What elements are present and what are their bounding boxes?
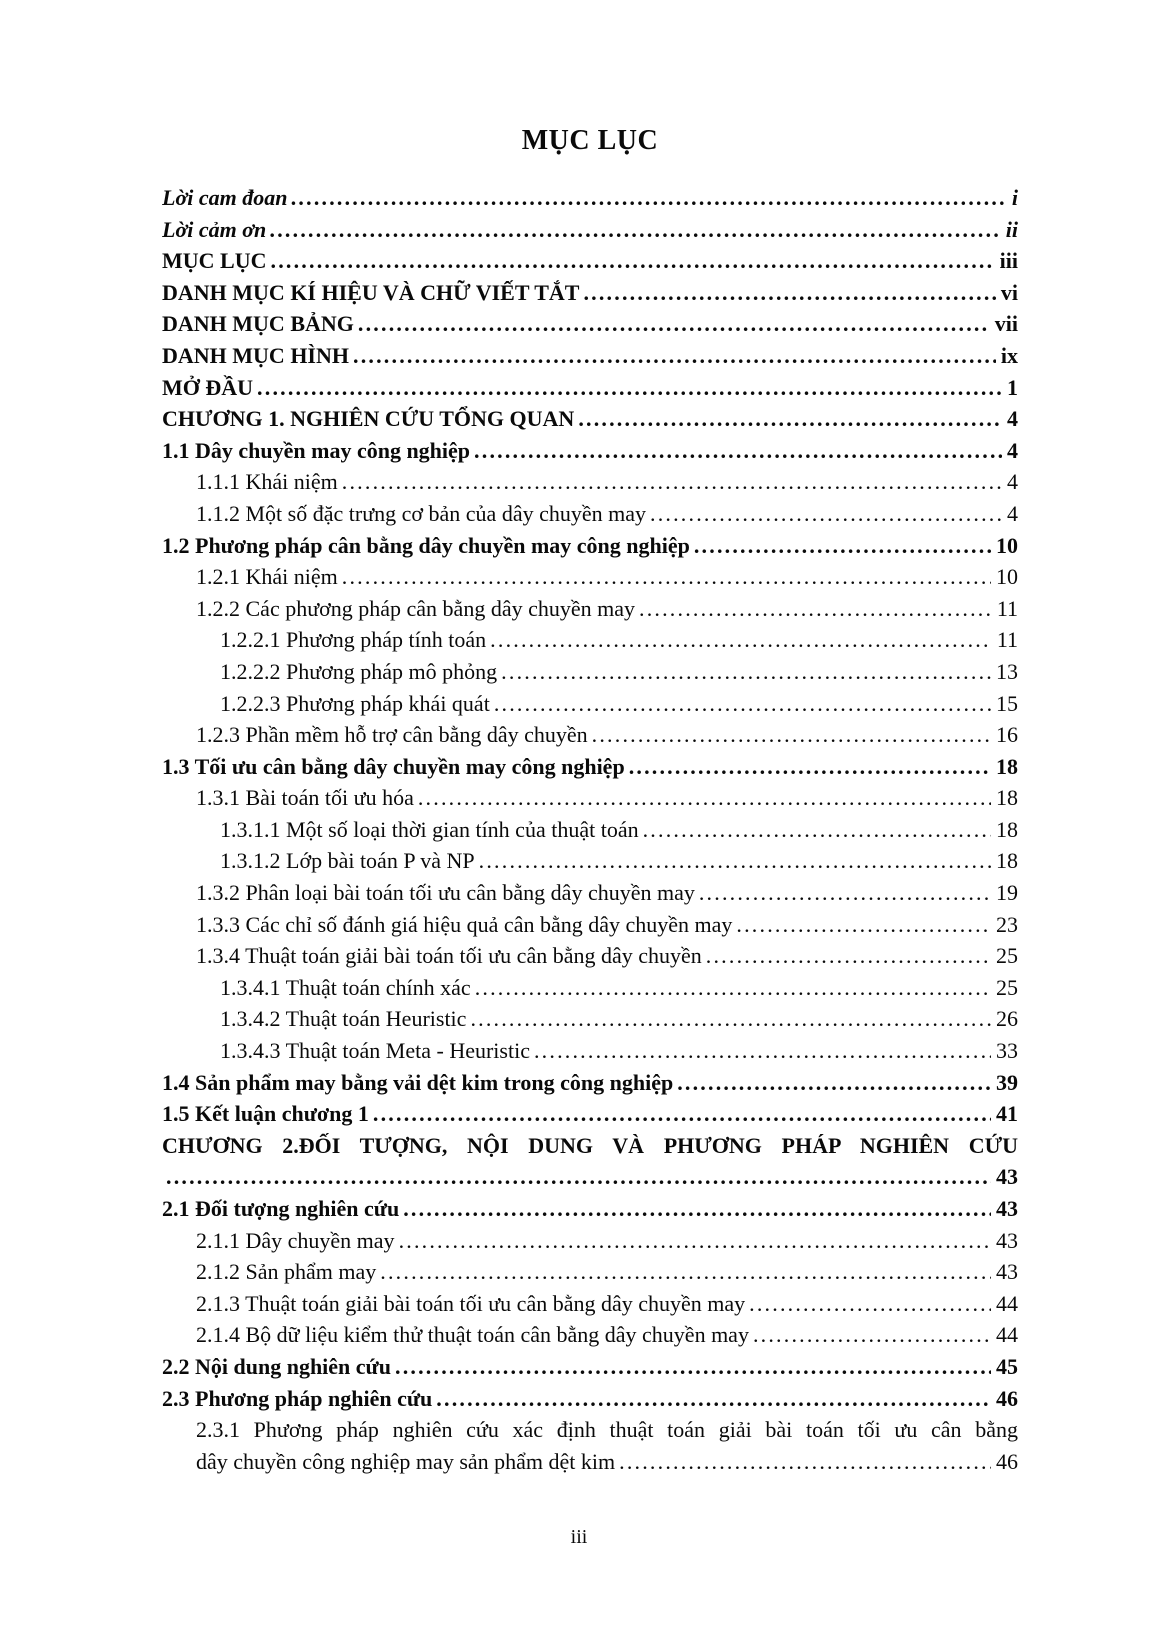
dot-leader — [578, 403, 1002, 435]
toc-entry-page: iii — [999, 248, 1018, 274]
toc-entry-page: 4 — [1007, 406, 1018, 432]
toc-entry-page: i — [1011, 185, 1018, 210]
dot-leader — [257, 372, 1002, 404]
dot-leader — [706, 940, 991, 972]
page-title: MỤC LỤC — [521, 125, 659, 156]
toc-entry — [162, 1193, 1018, 1225]
toc-entry-label: 1.5 Kết luận chương 1 — [162, 1101, 369, 1127]
toc-entry — [162, 877, 1018, 909]
toc-entry — [162, 308, 1018, 340]
toc-entry-label: 1.2.2.3 Phương pháp khái quát — [220, 690, 490, 716]
toc-entry — [162, 403, 1018, 435]
dot-leader — [643, 814, 991, 846]
dot-leader — [271, 245, 995, 277]
dot-leader — [534, 1035, 991, 1067]
toc-entry-label: 1.4 Sản phẩm may bằng vải dệt kim trong công nghiệp — [162, 1069, 674, 1095]
toc-entry-page: 15 — [996, 690, 1018, 716]
dot-leader — [494, 688, 991, 720]
toc-entry — [162, 1383, 1018, 1415]
toc-entry — [162, 498, 1018, 530]
toc-entry-page: 11 — [996, 627, 1018, 653]
toc-entry-page: 23 — [996, 911, 1018, 937]
toc-entry-page: 46 — [996, 1448, 1018, 1474]
toc-entry-label: 1.3.1.1 Một số loại thời gian tính của thuật toán — [220, 816, 639, 842]
toc-entry — [162, 466, 1018, 498]
toc-entry-page: 11 — [996, 595, 1018, 621]
dot-leader — [474, 435, 1002, 467]
dot-leader — [403, 1193, 991, 1225]
dot-leader — [650, 498, 1002, 530]
toc-entry — [162, 845, 1018, 877]
toc-entry-page: 18 — [996, 785, 1018, 811]
toc-entry-page: 10 — [996, 532, 1018, 558]
toc-entry — [162, 214, 1018, 246]
toc-entry-label: 2.3.1 Phương pháp nghiên cứu xác định thuật toán giải bài toán tối ưu cân bằng — [196, 1417, 1018, 1443]
toc-entry-page: 4 — [1007, 469, 1018, 495]
toc-entry-label: 2.1.1 Dây chuyền may — [196, 1227, 395, 1253]
dot-leader — [501, 656, 991, 688]
toc-entry — [162, 340, 1018, 372]
toc-entry — [162, 1319, 1018, 1351]
toc-entry-page: 1 — [1007, 374, 1018, 400]
toc-entry — [162, 561, 1018, 593]
toc-entry-page: 46 — [996, 1385, 1018, 1411]
dot-leader — [380, 1256, 991, 1288]
dot-leader — [479, 845, 991, 877]
toc-entry-label: 1.3.4.1 Thuật toán chính xác — [220, 974, 471, 1000]
toc-entry-label: 1.3.3 Các chỉ số đánh giá hiệu quả cân bằng dây chuyền may — [196, 911, 733, 937]
toc-entry — [162, 593, 1018, 625]
toc-entry-label: 2.2 Nội dung nghiên cứu — [162, 1353, 391, 1379]
toc-entry — [162, 940, 1018, 972]
toc-entry-label: 1.1.1 Khái niệm — [196, 469, 338, 495]
toc-entry-page: 4 — [1007, 500, 1018, 526]
toc-entry-label: 1.3 Tối ưu cân bằng dây chuyền may công nghiệp — [162, 753, 625, 779]
toc-entry-label: 1.1.2 Một số đặc trưng cơ bản của dây chuyền may — [196, 500, 646, 526]
toc-entry — [162, 435, 1018, 467]
toc-entry-page: 43 — [996, 1259, 1018, 1285]
toc-entry-label: 2.1.4 Bộ dữ liệu kiểm thử thuật toán cân bằng dây chuyền may — [196, 1322, 749, 1348]
toc-entry — [162, 1067, 1018, 1099]
dot-leader — [619, 1446, 991, 1478]
dot-leader — [677, 1067, 991, 1099]
dot-leader — [373, 1098, 991, 1130]
toc-entry — [162, 530, 1018, 562]
toc-entry-label: 1.3.4 Thuật toán giải bài toán tối ưu cân bằng dây chuyền — [196, 943, 702, 969]
toc-entry-page: ix — [1000, 342, 1018, 368]
toc-entry — [162, 277, 1018, 309]
toc-entry — [162, 656, 1018, 688]
toc-entry-label: 1.3.1 Bài toán tối ưu hóa — [196, 785, 414, 811]
dot-leader — [749, 1288, 991, 1320]
toc-entry-page: 43 — [996, 1164, 1018, 1190]
dot-leader — [418, 782, 991, 814]
dot-leader — [583, 277, 995, 309]
toc-entry-label: 2.1 Đối tượng nghiên cứu — [162, 1196, 400, 1221]
toc-entry — [162, 1351, 1018, 1383]
toc-entry-page: 39 — [996, 1069, 1018, 1095]
toc-entry-page: 13 — [996, 658, 1018, 684]
toc-entry — [162, 372, 1018, 404]
toc-entry-label: 1.2.2.1 Phương pháp tính toán — [220, 627, 487, 653]
toc-entry — [162, 909, 1018, 941]
toc-entry — [162, 1288, 1018, 1320]
toc-entry — [162, 1414, 1018, 1477]
toc-entry-label: DANH MỤC HÌNH — [162, 342, 349, 368]
footer-page-number: iii — [570, 1526, 588, 1548]
toc-entry-page: 33 — [996, 1038, 1018, 1064]
toc-entry-page: 43 — [996, 1227, 1018, 1253]
toc-entry-page: vi — [1000, 279, 1018, 305]
toc-entry — [162, 751, 1018, 783]
toc-entry-page: 18 — [996, 848, 1018, 874]
toc-entry-label: DANH MỤC KÍ HIỆU VÀ CHỮ VIẾT TẮT — [162, 279, 580, 305]
dot-leader — [342, 466, 1002, 498]
toc-entry-page: 18 — [996, 816, 1018, 842]
toc-entry — [162, 1098, 1018, 1130]
toc-entry — [162, 1256, 1018, 1288]
dot-leader — [753, 1319, 991, 1351]
toc-entry-label: 1.2.2.2 Phương pháp mô phỏng — [220, 658, 498, 684]
toc-entry-page: 44 — [996, 1290, 1018, 1316]
toc-entry-label: 1.2.1 Khái niệm — [196, 564, 338, 590]
toc-entry-page: 19 — [996, 880, 1018, 906]
toc-entry-page: 26 — [996, 1006, 1018, 1032]
toc-entry-page: 16 — [996, 722, 1018, 748]
dot-leader — [470, 1003, 991, 1035]
dot-leader — [436, 1383, 991, 1415]
toc-entry-page: 41 — [996, 1101, 1018, 1127]
toc-entry-page: 25 — [996, 943, 1018, 969]
dot-leader — [342, 561, 991, 593]
dot-leader — [736, 909, 991, 941]
dot-leader — [353, 340, 996, 372]
toc-entry-page: 4 — [1007, 437, 1018, 463]
toc-entry-page: 45 — [996, 1353, 1018, 1379]
toc-entry-page: ii — [1005, 216, 1018, 242]
dot-leader — [475, 972, 991, 1004]
toc-entry — [162, 972, 1018, 1004]
dot-leader — [592, 719, 991, 751]
dot-leader — [395, 1351, 991, 1383]
toc-entry-page: 43 — [996, 1196, 1018, 1221]
toc-entry-label: 1.2.3 Phần mềm hỗ trợ cân bằng dây chuyền — [196, 722, 588, 748]
toc-entry — [162, 1003, 1018, 1035]
toc-entry-page: 25 — [996, 974, 1018, 1000]
toc-entry-label: 1.3.1.2 Lớp bài toán P và NP — [220, 848, 475, 874]
dot-leader — [699, 877, 991, 909]
toc-entry — [162, 245, 1018, 277]
toc-entry-label: 2.1.2 Sản phẩm may — [196, 1259, 377, 1285]
toc-entry-label: 2.1.3 Thuật toán giải bài toán tối ưu cân bằng dây chuyền may — [196, 1290, 746, 1316]
toc-entry — [162, 814, 1018, 846]
toc-entry — [162, 1130, 1018, 1193]
dot-leader — [166, 1161, 991, 1193]
toc-entry — [162, 182, 1018, 214]
toc-entry-label: 1.1 Dây chuyền may công nghiệp — [162, 437, 471, 463]
toc-entry-label: 1.3.2 Phân loại bài toán tối ưu cân bằng dây chuyền may — [196, 880, 695, 906]
toc-entry — [162, 719, 1018, 751]
dot-leader — [639, 593, 992, 625]
toc-entry-page: vii — [994, 311, 1018, 337]
toc-entry-label: 2.3 Phương pháp nghiên cứu — [162, 1385, 433, 1411]
toc-entry — [162, 624, 1018, 656]
toc-entry-label: 1.2 Phương pháp cân bằng dây chuyền may công nghiệp — [162, 532, 690, 558]
toc-entry-label: 1.2.2 Các phương pháp cân bằng dây chuyền may — [196, 595, 635, 621]
dot-leader — [270, 214, 1000, 246]
dot-leader — [358, 308, 990, 340]
toc-entry — [162, 1225, 1018, 1257]
toc-entry-label: Lời cảm ơn — [162, 216, 267, 242]
toc-entry — [162, 782, 1018, 814]
toc-entry-label: DANH MỤC BẢNG — [162, 311, 354, 337]
toc-entry-page: 18 — [996, 753, 1018, 779]
dot-leader — [399, 1225, 991, 1257]
dot-leader — [629, 751, 991, 783]
toc-list — [162, 182, 1018, 1477]
dot-leader — [694, 530, 991, 562]
toc-entry-label: MỤC LỤC — [162, 248, 267, 274]
toc-entry — [162, 688, 1018, 720]
toc-entry-label: 1.3.4.2 Thuật toán Heuristic — [220, 1006, 467, 1032]
toc-entry — [162, 1035, 1018, 1067]
toc-entry-label: 1.3.4.3 Thuật toán Meta - Heuristic — [220, 1038, 530, 1064]
dot-leader — [291, 182, 1006, 214]
toc-entry-label: Lời cam đoan — [162, 185, 288, 210]
toc-entry-label: MỞ ĐẦU — [162, 374, 254, 400]
toc-entry-label: dây chuyền công nghiệp may sản phẩm dệt kim — [196, 1448, 616, 1474]
dot-leader — [490, 624, 992, 656]
toc-entry-page: 44 — [996, 1322, 1018, 1348]
toc-entry-page: 10 — [996, 564, 1018, 590]
toc-entry-label: CHƯƠNG 2.ĐỐI TƯỢNG, NỘI DUNG VÀ PHƯƠNG PHÁP NGHIÊN CỨU — [162, 1132, 1018, 1158]
toc-entry-label: CHƯƠNG 1. NGHIÊN CỨU TỔNG QUAN — [162, 406, 575, 432]
